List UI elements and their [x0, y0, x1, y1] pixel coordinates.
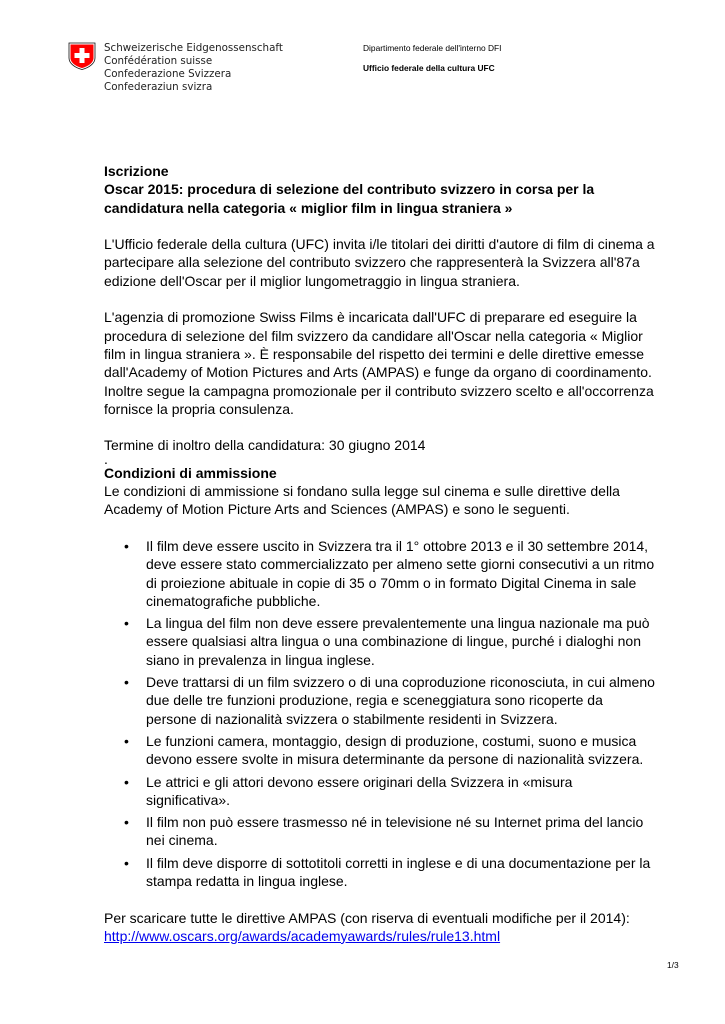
org-name-it: Confederazione Svizzera — [104, 68, 232, 80]
org-name-de: Schweizerische Eidgenossenschaft — [104, 42, 283, 54]
office-name: Ufficio federale della cultura UFC — [363, 63, 495, 73]
download-text: Per scaricare tutte le direttive AMPAS (con riserva di eventuali modifiche per il 2014): — [104, 909, 630, 926]
conditions-list — [104, 537, 656, 890]
list-item — [104, 773, 656, 810]
heading-registration: Iscrizione — [104, 163, 169, 179]
list-item-text: Il film deve disporre di sottotitoli corretti in inglese e di una documentazione per la stampa redatta in lingua inglese. — [146, 854, 651, 889]
ampas-rules-link[interactable]: http://www.oscars.org/awards/academyawards/rules/rule13.html — [104, 927, 501, 944]
org-name-fr: Confédération suisse — [104, 55, 213, 67]
stray-dot: . — [104, 450, 108, 467]
deadline-text: Termine di inoltro della candidatura: 30 giugno 2014 — [104, 437, 426, 454]
bullet-icon: • — [124, 732, 129, 749]
list-item-text: Le attrici e gli attori devono essere originari della Svizzera in «misura significativa». — [146, 773, 573, 808]
list-item-text: Il film deve essere uscito in Svizzera tra il 1° ottobre 2013 e il 30 settembre 2014, deve essere stato commercializzato per almeno sette giorni consecutivi a un ritmo di proiezione abituale in copie di 35 o 70mm o in formato Digital Cinema in sale cinematografiche pubbliche. — [146, 537, 655, 609]
paragraph-invitation: L'Ufficio federale della cultura (UFC) invita i/le titolari dei diritti d'autore di film di cinema a partecipare alla selezione del contributo svizzero che rappresenterà la Svizzera all'87a edizione dell'Oscar per il miglior lungometraggio in lingua straniera. — [104, 236, 655, 289]
bullet-icon: • — [124, 854, 129, 871]
list-item — [104, 614, 656, 669]
org-name-rm: Confederaziun svizra — [104, 81, 213, 93]
bullet-icon: • — [124, 615, 129, 632]
conditions-heading: Condizioni di ammissione — [104, 464, 277, 481]
bullet-icon: • — [124, 814, 129, 831]
list-item — [104, 673, 656, 728]
list-item — [104, 732, 656, 769]
bullet-icon: • — [124, 674, 129, 691]
list-item — [104, 537, 656, 610]
paragraph-swiss-films: L'agenzia di promozione Swiss Films è incaricata dall'UFC di preparare ed eseguire la procedura di selezione del film svizzero da candidare all'Oscar nella categoria « Miglior film in lingua straniera ». È responsabile del rispetto dei termini e delle direttive emesse dall'Academy of Motion Pictures and Arts (AMPAS) e funge da organo di coordinamento. Inoltre segue la campagna promozionale per il contributo svizzero scelto e all'occorrenza fornisce la propria consulenza. — [104, 309, 654, 417]
bullet-icon: • — [124, 773, 129, 790]
list-item-text: Deve trattarsi di un film svizzero o di una coproduzione riconosciuta, in cui almeno due delle tre funzioni produzione, regia e sceneggiatura sono ricoperte da persone di nazionalità svizzera o stabilmente residenti in Svizzera. — [146, 674, 655, 727]
conditions-intro: Le condizioni di ammissione si fondano sulla legge sul cinema e sulle direttive della Academy of Motion Picture Arts and Sciences (AMPAS) e sono le seguenti. — [104, 483, 620, 518]
list-item-text: Le funzioni camera, montaggio, design di produzione, costumi, suono e musica devono essere svolte in misura determinante da persone di nazionalità svizzera. — [146, 732, 644, 768]
page-number: 1/3 — [667, 960, 679, 970]
list-item-text: Il film non può essere trasmesso né in televisione né su Internet prima del lancio nei cinema. — [146, 814, 644, 849]
list-item — [104, 813, 656, 850]
document-body — [104, 162, 656, 945]
list-item-text: La lingua del film non deve essere prevalentemente una lingua nazionale ma può essere qualsiasi altra lingua o una combinazione di lingue, purché i dialoghi non siano in prevalenza in lingua inglese. — [146, 615, 650, 668]
org-names — [104, 42, 283, 94]
department-name: Dipartimento federale dell'interno DFI — [363, 43, 502, 53]
list-item — [104, 854, 656, 891]
bullet-icon: • — [124, 537, 129, 554]
swiss-flag-icon — [68, 42, 96, 70]
document-title: Oscar 2015: procedura di selezione del contributo svizzero in corsa per la candidatura nella categoria « miglior film in lingua straniera » — [104, 181, 595, 216]
federal-logo — [68, 42, 283, 93]
